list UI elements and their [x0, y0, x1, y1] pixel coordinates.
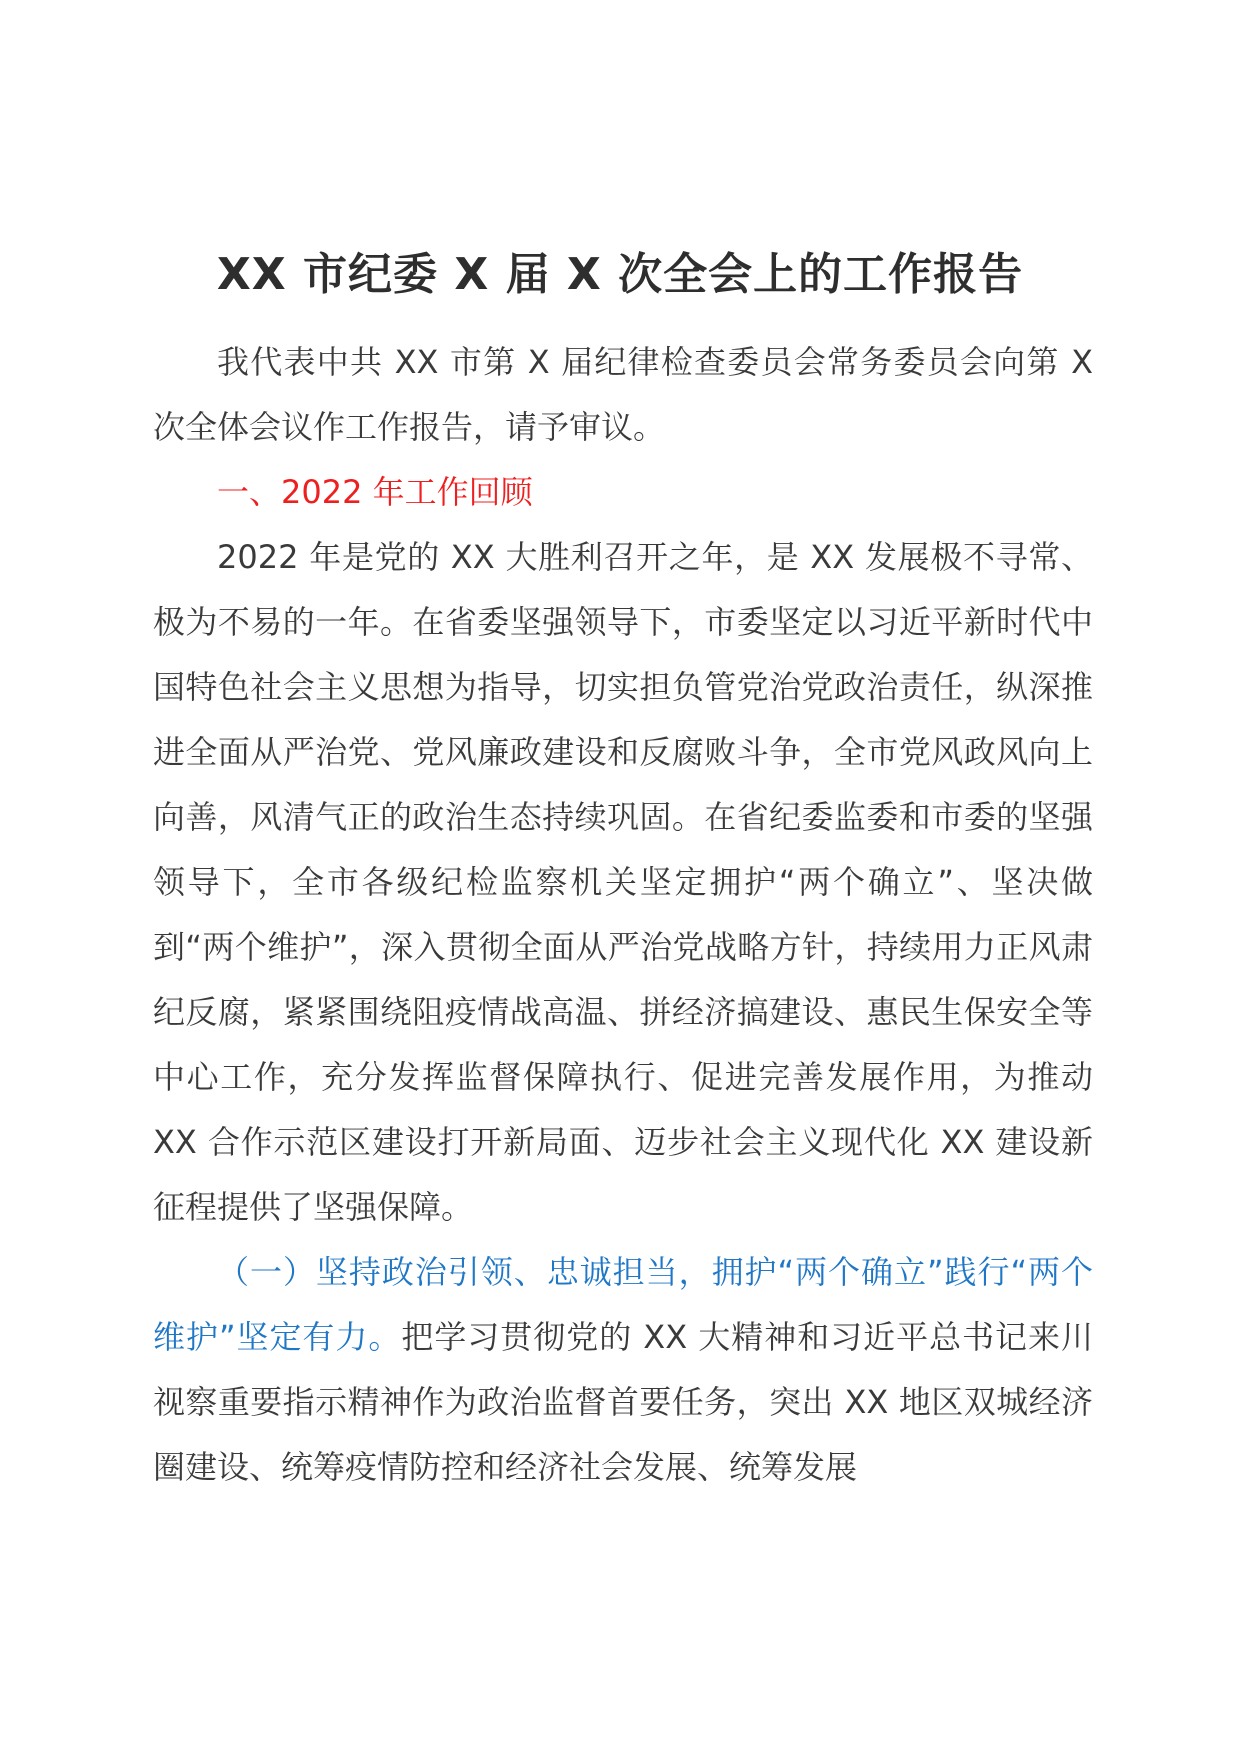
- subsection-text: 把学习贯彻党的 XX 大精神和习近平总书记来川视察重要指示精神作为政治监督首要任务，突出 XX 地区双城经济圈建设、统筹疫情防控和经济社会发展、统筹发展: [153, 1318, 1093, 1486]
- document-body: [153, 330, 1093, 1500]
- subsection-paragraph: [153, 1240, 1093, 1500]
- intro-paragraph: 我代表中共 XX 市第 X 届纪律检查委员会常务委员会向第 X 次全体会议作工作报告，请予审议。: [153, 343, 1093, 446]
- section-heading-review: 一、2022 年工作回顾: [217, 473, 533, 511]
- review-paragraph: 2022 年是党的 XX 大胜利召开之年，是 XX 发展极不寻常、极为不易的一年。在省委坚强领导下，市委坚定以习近平新时代中国特色社会主义思想为指导，切实担负管党治党政治责任，纵深推进全面从严治党、党风廉政建设和反腐败斗争，全市党风政风向上向善，风清气正的政治生态持续巩固。在省纪委监委和市委的坚强领导下，全市各级纪检监察机关坚定拥护“两个确立”、坚决做到“两个维护”，深入贯彻全面从严治党战略方针，持续用力正风肃纪反腐，紧紧围绕阻疫情战高温、拼经济搞建设、惠民生保安全等中心工作，充分发挥监督保障执行、促进完善发展作用，为推动 XX 合作示范区建设打开新局面、迈步社会主义现代化 XX 建设新征程提供了坚强保障。: [153, 538, 1093, 1226]
- document-title: XX 市纪委 X 届 X 次全会上的工作报告: [216, 249, 1024, 300]
- subsection-heading: （一）坚持政治引领、忠诚担当，拥护“两个确立”践行“两个维护”坚定有力。: [153, 1253, 1093, 1356]
